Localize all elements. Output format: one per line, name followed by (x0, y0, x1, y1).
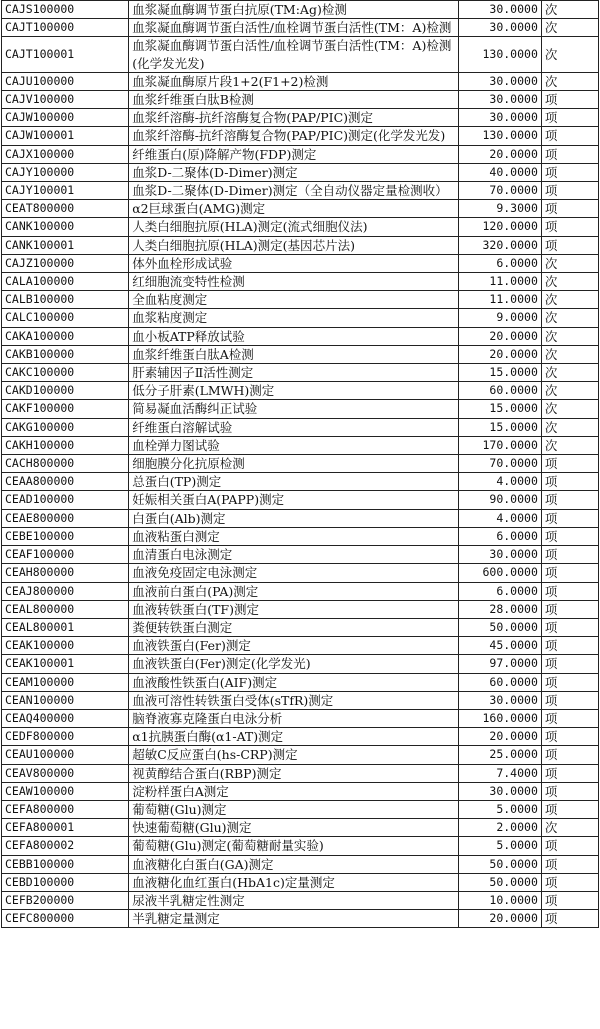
name-cell: 血浆凝血酶调节蛋白活性/血栓调节蛋白活性(TM：A)检测(化学发光发) (129, 37, 459, 72)
name-cell: 血浆纤维蛋白肽A检测 (129, 345, 459, 363)
price-cell: 15.0000 (458, 418, 541, 436)
name-cell: 血栓弹力图试验 (129, 436, 459, 454)
unit-cell: 次 (541, 382, 598, 400)
price-cell: 6.0000 (458, 582, 541, 600)
table-row (2, 436, 599, 454)
code-cell: CAKB100000 (2, 345, 129, 363)
table-row (2, 800, 599, 818)
name-cell: 人类白细胞抗原(HLA)测定(流式细胞仪法) (129, 218, 459, 236)
name-cell: 血液糖化白蛋白(GA)测定 (129, 855, 459, 873)
table-row (2, 109, 599, 127)
table-row (2, 855, 599, 873)
price-cell: 30.0000 (458, 782, 541, 800)
table-row (2, 509, 599, 527)
name-cell: 血液免疫固定电泳测定 (129, 564, 459, 582)
name-cell: 脑脊液寡克隆蛋白电泳分析 (129, 709, 459, 727)
unit-cell: 项 (541, 891, 598, 909)
table-row (2, 382, 599, 400)
unit-cell: 项 (541, 691, 598, 709)
code-cell: CEAJ800000 (2, 582, 129, 600)
price-cell: 50.0000 (458, 618, 541, 636)
price-cell: 11.0000 (458, 273, 541, 291)
price-cell: 30.0000 (458, 109, 541, 127)
code-cell: CEAH800000 (2, 564, 129, 582)
code-cell: CALC100000 (2, 309, 129, 327)
name-cell: 尿液半乳糖定性测定 (129, 891, 459, 909)
code-cell: CAJT100000 (2, 19, 129, 37)
code-cell: CAJX100000 (2, 145, 129, 163)
price-cell: 600.0000 (458, 564, 541, 582)
unit-cell: 项 (541, 109, 598, 127)
code-cell: CAJZ100000 (2, 254, 129, 272)
code-cell: CAJW100001 (2, 127, 129, 145)
fee-schedule-body (2, 1, 599, 928)
name-cell: 超敏C反应蛋白(hs-CRP)测定 (129, 746, 459, 764)
code-cell: CALB100000 (2, 291, 129, 309)
unit-cell: 次 (541, 254, 598, 272)
code-cell: CEAE800000 (2, 509, 129, 527)
price-cell: 320.0000 (458, 236, 541, 254)
name-cell: 血液铁蛋白(Fer)测定(化学发光) (129, 655, 459, 673)
price-cell: 5.0000 (458, 837, 541, 855)
unit-cell: 项 (541, 582, 598, 600)
code-cell: CAKC100000 (2, 364, 129, 382)
table-row (2, 309, 599, 327)
unit-cell: 项 (541, 873, 598, 891)
code-cell: CEAN100000 (2, 691, 129, 709)
price-cell: 50.0000 (458, 873, 541, 891)
unit-cell: 项 (541, 455, 598, 473)
code-cell: CAKG100000 (2, 418, 129, 436)
name-cell: 人类白细胞抗原(HLA)测定(基因芯片法) (129, 236, 459, 254)
unit-cell: 项 (541, 564, 598, 582)
table-row (2, 637, 599, 655)
table-row (2, 37, 599, 72)
table-row (2, 327, 599, 345)
table-row (2, 582, 599, 600)
code-cell: CAJT100001 (2, 37, 129, 72)
unit-cell: 次 (541, 327, 598, 345)
unit-cell: 项 (541, 509, 598, 527)
table-row (2, 600, 599, 618)
unit-cell: 次 (541, 1, 598, 19)
table-row (2, 709, 599, 727)
name-cell: 血液铁蛋白(Fer)测定 (129, 637, 459, 655)
unit-cell: 项 (541, 709, 598, 727)
name-cell: 细胞膜分化抗原检测 (129, 455, 459, 473)
code-cell: CEFA800001 (2, 819, 129, 837)
price-cell: 20.0000 (458, 145, 541, 163)
code-cell: CEAW100000 (2, 782, 129, 800)
unit-cell: 项 (541, 673, 598, 691)
code-cell: CEAQ400000 (2, 709, 129, 727)
price-cell: 28.0000 (458, 600, 541, 618)
code-cell: CAJW100000 (2, 109, 129, 127)
table-row (2, 418, 599, 436)
name-cell: 半乳糖定量测定 (129, 910, 459, 928)
code-cell: CEAT800000 (2, 200, 129, 218)
name-cell: 体外血栓形成试验 (129, 254, 459, 272)
price-cell: 9.0000 (458, 309, 541, 327)
code-cell: CAKA100000 (2, 327, 129, 345)
unit-cell: 次 (541, 819, 598, 837)
table-row (2, 546, 599, 564)
table-row (2, 91, 599, 109)
name-cell: 全血粘度测定 (129, 291, 459, 309)
unit-cell: 项 (541, 764, 598, 782)
code-cell: CEAV800000 (2, 764, 129, 782)
unit-cell: 项 (541, 837, 598, 855)
table-row (2, 400, 599, 418)
code-cell: CEAD100000 (2, 491, 129, 509)
unit-cell: 次 (541, 436, 598, 454)
price-cell: 6.0000 (458, 254, 541, 272)
table-row (2, 764, 599, 782)
name-cell: 血清蛋白电泳测定 (129, 546, 459, 564)
table-row (2, 891, 599, 909)
code-cell: CANK100001 (2, 236, 129, 254)
table-row (2, 72, 599, 90)
unit-cell: 次 (541, 72, 598, 90)
table-row (2, 782, 599, 800)
name-cell: 血液糖化血红蛋白(HbA1c)定量测定 (129, 873, 459, 891)
unit-cell: 次 (541, 364, 598, 382)
table-row (2, 837, 599, 855)
name-cell: 血浆纤溶酶-抗纤溶酶复合物(PAP/PIC)测定(化学发光发) (129, 127, 459, 145)
price-cell: 5.0000 (458, 800, 541, 818)
name-cell: 血液转铁蛋白(TF)测定 (129, 600, 459, 618)
price-cell: 30.0000 (458, 19, 541, 37)
unit-cell: 项 (541, 782, 598, 800)
name-cell: 血液前白蛋白(PA)测定 (129, 582, 459, 600)
price-cell: 50.0000 (458, 855, 541, 873)
table-row (2, 728, 599, 746)
name-cell: 粪便转铁蛋白测定 (129, 618, 459, 636)
table-row (2, 618, 599, 636)
price-cell: 97.0000 (458, 655, 541, 673)
table-row (2, 19, 599, 37)
name-cell: 血液粘蛋白测定 (129, 527, 459, 545)
unit-cell: 项 (541, 800, 598, 818)
price-cell: 60.0000 (458, 673, 541, 691)
code-cell: CEFA800000 (2, 800, 129, 818)
code-cell: CAJY100001 (2, 182, 129, 200)
price-cell: 60.0000 (458, 382, 541, 400)
unit-cell: 次 (541, 291, 598, 309)
price-cell: 4.0000 (458, 473, 541, 491)
price-cell: 25.0000 (458, 746, 541, 764)
unit-cell: 项 (541, 145, 598, 163)
unit-cell: 项 (541, 491, 598, 509)
table-row (2, 236, 599, 254)
price-cell: 10.0000 (458, 891, 541, 909)
unit-cell: 项 (541, 746, 598, 764)
table-row (2, 364, 599, 382)
table-row (2, 873, 599, 891)
name-cell: 妊娠相关蛋白A(PAPP)测定 (129, 491, 459, 509)
price-cell: 15.0000 (458, 400, 541, 418)
price-cell: 130.0000 (458, 127, 541, 145)
unit-cell: 项 (541, 182, 598, 200)
price-cell: 40.0000 (458, 163, 541, 181)
code-cell: CEBE100000 (2, 527, 129, 545)
code-cell: CEAL800001 (2, 618, 129, 636)
unit-cell: 项 (541, 600, 598, 618)
table-row (2, 691, 599, 709)
price-cell: 20.0000 (458, 910, 541, 928)
price-cell: 20.0000 (458, 728, 541, 746)
code-cell: CEAU100000 (2, 746, 129, 764)
price-cell: 6.0000 (458, 527, 541, 545)
price-cell: 170.0000 (458, 436, 541, 454)
code-cell: CAJU100000 (2, 72, 129, 90)
name-cell: 血浆纤维蛋白肽B检测 (129, 91, 459, 109)
price-cell: 4.0000 (458, 509, 541, 527)
code-cell: CALA100000 (2, 273, 129, 291)
code-cell: CEBB100000 (2, 855, 129, 873)
table-row (2, 455, 599, 473)
name-cell: 总蛋白(TP)测定 (129, 473, 459, 491)
name-cell: 血小板ATP释放试验 (129, 327, 459, 345)
table-row (2, 673, 599, 691)
name-cell: 红细胞流变特性检测 (129, 273, 459, 291)
price-cell: 30.0000 (458, 72, 541, 90)
name-cell: 视黄醇结合蛋白(RBP)测定 (129, 764, 459, 782)
name-cell: 血浆凝血酶原片段1+2(F1+2)检测 (129, 72, 459, 90)
price-cell: 2.0000 (458, 819, 541, 837)
unit-cell: 项 (541, 200, 598, 218)
name-cell: 淀粉样蛋白A测定 (129, 782, 459, 800)
unit-cell: 项 (541, 127, 598, 145)
table-row (2, 145, 599, 163)
price-cell: 160.0000 (458, 709, 541, 727)
table-row (2, 819, 599, 837)
unit-cell: 项 (541, 527, 598, 545)
code-cell: CAJS100000 (2, 1, 129, 19)
table-row (2, 655, 599, 673)
unit-cell: 项 (541, 473, 598, 491)
unit-cell: 项 (541, 546, 598, 564)
table-row (2, 1, 599, 19)
code-cell: CEAK100001 (2, 655, 129, 673)
unit-cell: 项 (541, 855, 598, 873)
name-cell: 血浆粘度测定 (129, 309, 459, 327)
table-row (2, 564, 599, 582)
price-cell: 7.4000 (458, 764, 541, 782)
table-row (2, 182, 599, 200)
table-row (2, 291, 599, 309)
unit-cell: 次 (541, 37, 598, 72)
table-row (2, 200, 599, 218)
table-row (2, 491, 599, 509)
price-cell: 30.0000 (458, 546, 541, 564)
unit-cell: 项 (541, 655, 598, 673)
name-cell: 血浆凝血酶调节蛋白活性/血栓调节蛋白活性(TM：A)检测 (129, 19, 459, 37)
table-row (2, 746, 599, 764)
price-cell: 20.0000 (458, 345, 541, 363)
code-cell: CEFA800002 (2, 837, 129, 855)
price-cell: 45.0000 (458, 637, 541, 655)
fee-schedule-table (1, 0, 599, 928)
price-cell: 30.0000 (458, 691, 541, 709)
code-cell: CEFC800000 (2, 910, 129, 928)
name-cell: 快速葡萄糖(Glu)测定 (129, 819, 459, 837)
unit-cell: 项 (541, 218, 598, 236)
name-cell: 血浆凝血酶调节蛋白抗原(TM:Ag)检测 (129, 1, 459, 19)
price-cell: 130.0000 (458, 37, 541, 72)
table-row (2, 345, 599, 363)
price-cell: 15.0000 (458, 364, 541, 382)
table-row (2, 163, 599, 181)
table-row (2, 254, 599, 272)
code-cell: CEAM100000 (2, 673, 129, 691)
price-cell: 30.0000 (458, 91, 541, 109)
name-cell: α2巨球蛋白(AMG)测定 (129, 200, 459, 218)
code-cell: CEDF800000 (2, 728, 129, 746)
unit-cell: 项 (541, 637, 598, 655)
unit-cell: 项 (541, 163, 598, 181)
name-cell: α1抗胰蛋白酶(α1-AT)测定 (129, 728, 459, 746)
name-cell: 血液可溶性转铁蛋白受体(sTfR)测定 (129, 691, 459, 709)
code-cell: CEAK100000 (2, 637, 129, 655)
code-cell: CACH800000 (2, 455, 129, 473)
code-cell: CAJV100000 (2, 91, 129, 109)
unit-cell: 项 (541, 910, 598, 928)
unit-cell: 项 (541, 236, 598, 254)
table-row (2, 910, 599, 928)
code-cell: CEFB200000 (2, 891, 129, 909)
name-cell: 血浆D-二聚体(D-Dimer)测定 (129, 163, 459, 181)
unit-cell: 次 (541, 345, 598, 363)
price-cell: 90.0000 (458, 491, 541, 509)
price-cell: 120.0000 (458, 218, 541, 236)
price-cell: 9.3000 (458, 200, 541, 218)
name-cell: 低分子肝素(LMWH)测定 (129, 382, 459, 400)
unit-cell: 次 (541, 309, 598, 327)
name-cell: 简易凝血活酶纠正试验 (129, 400, 459, 418)
code-cell: CANK100000 (2, 218, 129, 236)
price-cell: 70.0000 (458, 182, 541, 200)
name-cell: 肝素辅因子Ⅱ活性测定 (129, 364, 459, 382)
code-cell: CAKD100000 (2, 382, 129, 400)
name-cell: 纤维蛋白溶解试验 (129, 418, 459, 436)
unit-cell: 项 (541, 618, 598, 636)
name-cell: 血浆D-二聚体(D-Dimer)测定（全自动仪器定量检测收） (129, 182, 459, 200)
name-cell: 葡萄糖(Glu)测定 (129, 800, 459, 818)
name-cell: 葡萄糖(Glu)测定(葡萄糖耐量实验) (129, 837, 459, 855)
price-cell: 11.0000 (458, 291, 541, 309)
name-cell: 白蛋白(Alb)测定 (129, 509, 459, 527)
table-row (2, 273, 599, 291)
unit-cell: 项 (541, 91, 598, 109)
table-row (2, 127, 599, 145)
table-row (2, 473, 599, 491)
price-cell: 70.0000 (458, 455, 541, 473)
code-cell: CAKH100000 (2, 436, 129, 454)
code-cell: CAJY100000 (2, 163, 129, 181)
table-row (2, 218, 599, 236)
price-cell: 30.0000 (458, 1, 541, 19)
code-cell: CEAL800000 (2, 600, 129, 618)
table-row (2, 527, 599, 545)
code-cell: CAKF100000 (2, 400, 129, 418)
code-cell: CEAF100000 (2, 546, 129, 564)
unit-cell: 次 (541, 418, 598, 436)
name-cell: 血液酸性铁蛋白(AIF)测定 (129, 673, 459, 691)
name-cell: 纤维蛋白(原)降解产物(FDP)测定 (129, 145, 459, 163)
name-cell: 血浆纤溶酶-抗纤溶酶复合物(PAP/PIC)测定 (129, 109, 459, 127)
unit-cell: 项 (541, 728, 598, 746)
unit-cell: 次 (541, 400, 598, 418)
code-cell: CEBD100000 (2, 873, 129, 891)
unit-cell: 次 (541, 19, 598, 37)
unit-cell: 次 (541, 273, 598, 291)
code-cell: CEAA800000 (2, 473, 129, 491)
price-cell: 20.0000 (458, 327, 541, 345)
